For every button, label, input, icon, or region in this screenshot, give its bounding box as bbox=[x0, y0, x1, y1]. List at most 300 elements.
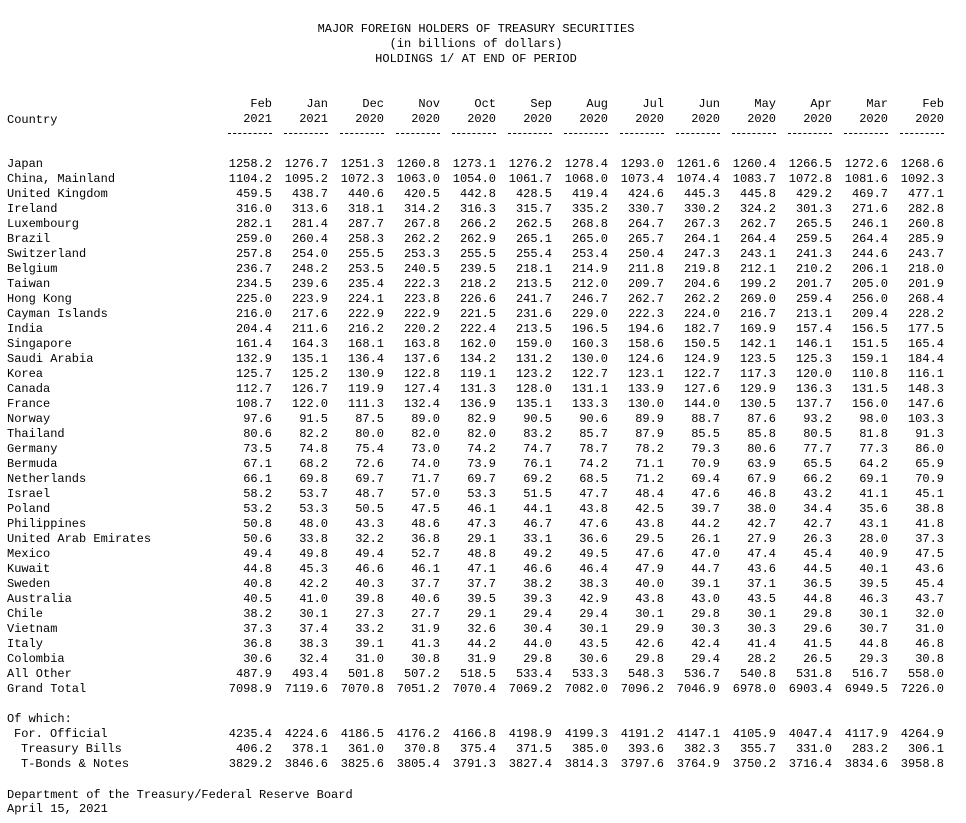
table-cell: 316.3 bbox=[459, 202, 496, 216]
table-cell: 32.0 bbox=[915, 607, 944, 621]
table-cell: 103.3 bbox=[907, 412, 944, 426]
table-cell: 37.7 bbox=[411, 577, 440, 591]
table-cell: 71.2 bbox=[635, 472, 664, 486]
table-cell: 262.7 bbox=[739, 217, 776, 231]
table-cell: 41.5 bbox=[803, 637, 832, 651]
table-cell: 73.9 bbox=[467, 457, 496, 471]
table-cell: 38.8 bbox=[915, 502, 944, 516]
table-cell: 30.3 bbox=[747, 622, 776, 636]
table-cell: 262.9 bbox=[459, 232, 496, 246]
table-cell: 69.2 bbox=[523, 472, 552, 486]
table-cell: 137.6 bbox=[403, 352, 440, 366]
table-cell: 29.1 bbox=[467, 607, 496, 621]
table-cell: 268.8 bbox=[571, 217, 608, 231]
table-cell: 40.1 bbox=[859, 562, 888, 576]
table-cell: 250.4 bbox=[627, 247, 664, 261]
table-cell: 222.4 bbox=[459, 322, 496, 336]
table-cell: 243.7 bbox=[907, 247, 944, 261]
row-label: China, Mainland bbox=[7, 172, 116, 186]
table-cell: 1273.1 bbox=[452, 157, 496, 171]
table-cell: 40.5 bbox=[243, 592, 272, 606]
table-cell: 43.0 bbox=[691, 592, 720, 606]
table-cell: 44.2 bbox=[691, 517, 720, 531]
of-which-label: Of which: bbox=[7, 712, 72, 726]
country-column-header: Country bbox=[7, 113, 58, 127]
table-cell: 253.3 bbox=[403, 247, 440, 261]
table-cell: 133.3 bbox=[571, 397, 608, 411]
table-cell: 1074.4 bbox=[676, 172, 720, 186]
table-cell: 4047.4 bbox=[788, 727, 832, 741]
row-label: Ireland bbox=[7, 202, 58, 216]
table-cell: 159.0 bbox=[515, 337, 552, 351]
table-cell: 30.1 bbox=[635, 607, 664, 621]
table-cell: 306.1 bbox=[907, 742, 944, 756]
table-row bbox=[0, 382, 966, 397]
table-cell: 6903.4 bbox=[788, 682, 832, 696]
table-cell: 46.6 bbox=[355, 562, 384, 576]
table-cell: 256.0 bbox=[851, 292, 888, 306]
table-cell: 1268.6 bbox=[900, 157, 944, 171]
table-cell: 53.3 bbox=[299, 502, 328, 516]
table-cell: 108.7 bbox=[235, 397, 272, 411]
column-header-year: 2020 bbox=[467, 112, 496, 126]
table-cell: 87.5 bbox=[355, 412, 384, 426]
table-cell: 30.3 bbox=[691, 622, 720, 636]
table-cell: 4198.9 bbox=[508, 727, 552, 741]
table-cell: 70.9 bbox=[691, 457, 720, 471]
table-cell: 4105.9 bbox=[732, 727, 776, 741]
table-cell: 216.2 bbox=[347, 322, 384, 336]
report-title: MAJOR FOREIGN HOLDERS OF TREASURY SECURITIES bbox=[317, 22, 635, 36]
table-cell: 29.5 bbox=[635, 532, 664, 546]
column-header-underline bbox=[732, 133, 776, 134]
table-cell: 255.4 bbox=[515, 247, 552, 261]
table-cell: 29.1 bbox=[467, 532, 496, 546]
table-cell: 46.6 bbox=[523, 562, 552, 576]
row-label: Israel bbox=[7, 487, 51, 501]
table-cell: 41.0 bbox=[299, 592, 328, 606]
table-cell: 80.0 bbox=[355, 427, 384, 441]
table-cell: 47.3 bbox=[467, 517, 496, 531]
table-cell: 136.9 bbox=[459, 397, 496, 411]
table-cell: 37.4 bbox=[299, 622, 328, 636]
table-cell: 4199.3 bbox=[564, 727, 608, 741]
table-cell: 7070.4 bbox=[452, 682, 496, 696]
table-cell: 127.6 bbox=[683, 382, 720, 396]
table-cell: 164.3 bbox=[291, 337, 328, 351]
table-cell: 123.2 bbox=[515, 367, 552, 381]
row-label: Belgium bbox=[7, 262, 58, 276]
table-cell: 47.5 bbox=[411, 502, 440, 516]
table-cell: 318.1 bbox=[347, 202, 384, 216]
table-cell: 112.7 bbox=[235, 382, 272, 396]
table-cell: 262.2 bbox=[403, 232, 440, 246]
table-row bbox=[0, 577, 966, 592]
column-header-underline bbox=[340, 133, 384, 134]
table-cell: 156.0 bbox=[851, 397, 888, 411]
table-cell: 239.5 bbox=[459, 262, 496, 276]
row-label: Norway bbox=[7, 412, 51, 426]
table-cell: 80.6 bbox=[747, 442, 776, 456]
table-cell: 47.1 bbox=[467, 562, 496, 576]
table-cell: 222.3 bbox=[627, 307, 664, 321]
table-cell: 48.4 bbox=[635, 487, 664, 501]
table-cell: 43.6 bbox=[915, 562, 944, 576]
table-cell: 1083.7 bbox=[732, 172, 776, 186]
table-row bbox=[0, 622, 966, 637]
table-cell: 26.1 bbox=[691, 532, 720, 546]
table-cell: 201.7 bbox=[795, 277, 832, 291]
table-cell: 6978.0 bbox=[732, 682, 776, 696]
table-cell: 216.0 bbox=[235, 307, 272, 321]
table-cell: 37.3 bbox=[243, 622, 272, 636]
column-header-year: 2020 bbox=[579, 112, 608, 126]
column-header-underline bbox=[564, 133, 608, 134]
table-cell: 212.1 bbox=[739, 262, 776, 276]
table-cell: 385.0 bbox=[571, 742, 608, 756]
table-cell: 243.1 bbox=[739, 247, 776, 261]
table-cell: 221.5 bbox=[459, 307, 496, 321]
table-row bbox=[0, 277, 966, 292]
table-row bbox=[0, 337, 966, 352]
table-cell: 265.7 bbox=[627, 232, 664, 246]
table-cell: 160.3 bbox=[571, 337, 608, 351]
column-header-year: 2021 bbox=[243, 112, 272, 126]
table-cell: 335.2 bbox=[571, 202, 608, 216]
table-cell: 257.8 bbox=[235, 247, 272, 261]
table-cell: 42.2 bbox=[299, 577, 328, 591]
table-cell: 282.8 bbox=[907, 202, 944, 216]
table-row bbox=[0, 172, 966, 187]
table-cell: 3825.6 bbox=[340, 757, 384, 771]
table-cell: 122.0 bbox=[291, 397, 328, 411]
table-cell: 267.3 bbox=[683, 217, 720, 231]
table-cell: 69.8 bbox=[299, 472, 328, 486]
table-row bbox=[0, 682, 966, 697]
table-cell: 119.9 bbox=[347, 382, 384, 396]
table-cell: 266.2 bbox=[459, 217, 496, 231]
table-cell: 44.5 bbox=[803, 562, 832, 576]
column-header-month: May bbox=[754, 97, 776, 111]
table-cell: 361.0 bbox=[347, 742, 384, 756]
table-cell: 428.5 bbox=[515, 187, 552, 201]
table-cell: 131.2 bbox=[515, 352, 552, 366]
table-cell: 211.8 bbox=[627, 262, 664, 276]
table-cell: 4166.8 bbox=[452, 727, 496, 741]
table-cell: 355.7 bbox=[739, 742, 776, 756]
table-cell: 42.7 bbox=[803, 517, 832, 531]
column-header-month: Feb bbox=[250, 97, 272, 111]
table-cell: 45.4 bbox=[803, 547, 832, 561]
row-label: Korea bbox=[7, 367, 44, 381]
table-cell: 4264.9 bbox=[900, 727, 944, 741]
table-cell: 123.1 bbox=[627, 367, 664, 381]
table-cell: 51.5 bbox=[523, 487, 552, 501]
table-cell: 135.1 bbox=[291, 352, 328, 366]
table-cell: 3846.6 bbox=[284, 757, 328, 771]
table-cell: 36.8 bbox=[243, 637, 272, 651]
table-cell: 37.3 bbox=[915, 532, 944, 546]
row-label: Sweden bbox=[7, 577, 51, 591]
table-cell: 248.2 bbox=[291, 262, 328, 276]
table-cell: 533.3 bbox=[571, 667, 608, 681]
table-cell: 142.1 bbox=[739, 337, 776, 351]
table-cell: 122.8 bbox=[403, 367, 440, 381]
table-cell: 169.9 bbox=[739, 322, 776, 336]
table-cell: 67.1 bbox=[243, 457, 272, 471]
table-cell: 86.0 bbox=[915, 442, 944, 456]
table-cell: 87.9 bbox=[635, 427, 664, 441]
table-cell: 34.4 bbox=[803, 502, 832, 516]
table-cell: 239.6 bbox=[291, 277, 328, 291]
table-cell: 66.1 bbox=[243, 472, 272, 486]
table-cell: 429.2 bbox=[795, 187, 832, 201]
column-header-year: 2020 bbox=[915, 112, 944, 126]
table-row bbox=[0, 412, 966, 427]
table-cell: 212.0 bbox=[571, 277, 608, 291]
table-cell: 260.4 bbox=[291, 232, 328, 246]
table-cell: 259.5 bbox=[795, 232, 832, 246]
table-cell: 30.4 bbox=[523, 622, 552, 636]
table-cell: 424.6 bbox=[627, 187, 664, 201]
table-cell: 1276.2 bbox=[508, 157, 552, 171]
table-cell: 80.5 bbox=[803, 427, 832, 441]
table-cell: 74.2 bbox=[467, 442, 496, 456]
table-cell: 1081.6 bbox=[844, 172, 888, 186]
column-header bbox=[726, 97, 776, 127]
table-cell: 53.2 bbox=[243, 502, 272, 516]
table-cell: 4191.2 bbox=[620, 727, 664, 741]
table-cell: 442.8 bbox=[459, 187, 496, 201]
table-cell: 262.2 bbox=[683, 292, 720, 306]
table-cell: 283.2 bbox=[851, 742, 888, 756]
table-cell: 44.8 bbox=[243, 562, 272, 576]
table-row bbox=[0, 457, 966, 472]
table-cell: 222.9 bbox=[403, 307, 440, 321]
table-cell: 98.0 bbox=[859, 412, 888, 426]
table-cell: 445.3 bbox=[683, 187, 720, 201]
table-cell: 1072.8 bbox=[788, 172, 832, 186]
table-cell: 287.7 bbox=[347, 217, 384, 231]
table-cell: 47.9 bbox=[635, 562, 664, 576]
table-cell: 47.6 bbox=[635, 547, 664, 561]
table-cell: 44.0 bbox=[523, 637, 552, 651]
table-cell: 125.3 bbox=[795, 352, 832, 366]
table-cell: 3764.9 bbox=[676, 757, 720, 771]
column-header-year: 2021 bbox=[299, 112, 328, 126]
table-cell: 469.7 bbox=[851, 187, 888, 201]
table-cell: 122.7 bbox=[571, 367, 608, 381]
table-cell: 29.3 bbox=[859, 652, 888, 666]
row-label: Netherlands bbox=[7, 472, 87, 486]
column-header bbox=[446, 97, 496, 127]
table-cell: 218.0 bbox=[907, 262, 944, 276]
table-cell: 50.6 bbox=[243, 532, 272, 546]
row-label: Canada bbox=[7, 382, 51, 396]
table-cell: 254.0 bbox=[291, 247, 328, 261]
table-cell: 50.8 bbox=[243, 517, 272, 531]
table-cell: 46.1 bbox=[411, 562, 440, 576]
table-cell: 370.8 bbox=[403, 742, 440, 756]
table-cell: 3797.6 bbox=[620, 757, 664, 771]
table-cell: 209.7 bbox=[627, 277, 664, 291]
table-cell: 41.1 bbox=[859, 487, 888, 501]
table-cell: 214.9 bbox=[571, 262, 608, 276]
table-cell: 161.4 bbox=[235, 337, 272, 351]
row-label: Germany bbox=[7, 442, 58, 456]
table-cell: 90.6 bbox=[579, 412, 608, 426]
table-cell: 264.4 bbox=[739, 232, 776, 246]
table-cell: 30.1 bbox=[859, 607, 888, 621]
table-cell: 130.5 bbox=[739, 397, 776, 411]
column-header-underline bbox=[452, 133, 496, 134]
table-cell: 234.5 bbox=[235, 277, 272, 291]
table-cell: 262.7 bbox=[627, 292, 664, 306]
table-cell: 43.5 bbox=[579, 637, 608, 651]
table-cell: 445.8 bbox=[739, 187, 776, 201]
column-header-year: 2020 bbox=[411, 112, 440, 126]
table-row bbox=[0, 202, 966, 217]
table-cell: 137.7 bbox=[795, 397, 832, 411]
table-cell: 43.1 bbox=[859, 517, 888, 531]
table-cell: 159.1 bbox=[851, 352, 888, 366]
table-row bbox=[0, 352, 966, 367]
table-cell: 48.8 bbox=[467, 547, 496, 561]
table-cell: 65.5 bbox=[803, 457, 832, 471]
table-cell: 111.3 bbox=[347, 397, 384, 411]
table-cell: 3750.2 bbox=[732, 757, 776, 771]
table-cell: 44.8 bbox=[859, 637, 888, 651]
table-cell: 42.9 bbox=[579, 592, 608, 606]
table-cell: 38.3 bbox=[299, 637, 328, 651]
table-cell: 7226.0 bbox=[900, 682, 944, 696]
table-cell: 39.5 bbox=[467, 592, 496, 606]
column-header bbox=[390, 97, 440, 127]
table-cell: 315.7 bbox=[515, 202, 552, 216]
table-cell: 68.5 bbox=[579, 472, 608, 486]
column-header-underline bbox=[900, 133, 944, 134]
column-header bbox=[222, 97, 272, 127]
table-cell: 236.7 bbox=[235, 262, 272, 276]
table-row bbox=[0, 652, 966, 667]
column-header-underline bbox=[508, 133, 552, 134]
table-cell: 90.5 bbox=[523, 412, 552, 426]
table-cell: 1278.4 bbox=[564, 157, 608, 171]
table-cell: 269.0 bbox=[739, 292, 776, 306]
table-cell: 91.3 bbox=[915, 427, 944, 441]
table-cell: 29.4 bbox=[523, 607, 552, 621]
table-cell: 74.8 bbox=[299, 442, 328, 456]
row-label: Singapore bbox=[7, 337, 72, 351]
table-cell: 72.6 bbox=[355, 457, 384, 471]
row-label: For. Official bbox=[14, 727, 108, 741]
table-cell: 75.4 bbox=[355, 442, 384, 456]
table-cell: 30.8 bbox=[915, 652, 944, 666]
table-cell: 271.6 bbox=[851, 202, 888, 216]
table-cell: 31.0 bbox=[915, 622, 944, 636]
table-row bbox=[0, 637, 966, 652]
column-header bbox=[838, 97, 888, 127]
table-cell: 536.7 bbox=[683, 667, 720, 681]
table-cell: 316.0 bbox=[235, 202, 272, 216]
table-cell: 240.5 bbox=[403, 262, 440, 276]
table-cell: 148.3 bbox=[907, 382, 944, 396]
table-cell: 69.7 bbox=[467, 472, 496, 486]
table-cell: 37.7 bbox=[467, 577, 496, 591]
table-cell: 46.8 bbox=[747, 487, 776, 501]
table-cell: 49.8 bbox=[299, 547, 328, 561]
table-cell: 42.7 bbox=[747, 517, 776, 531]
row-label: Bermuda bbox=[7, 457, 58, 471]
row-label: Australia bbox=[7, 592, 72, 606]
table-cell: 47.6 bbox=[579, 517, 608, 531]
table-cell: 135.1 bbox=[515, 397, 552, 411]
table-cell: 216.7 bbox=[739, 307, 776, 321]
table-cell: 7069.2 bbox=[508, 682, 552, 696]
row-label: United Kingdom bbox=[7, 187, 108, 201]
table-cell: 144.0 bbox=[683, 397, 720, 411]
column-header-month: Aug bbox=[586, 97, 608, 111]
table-cell: 150.5 bbox=[683, 337, 720, 351]
table-row bbox=[0, 562, 966, 577]
table-cell: 1260.8 bbox=[396, 157, 440, 171]
table-cell: 3958.8 bbox=[900, 757, 944, 771]
table-cell: 33.2 bbox=[355, 622, 384, 636]
table-cell: 224.1 bbox=[347, 292, 384, 306]
table-cell: 53.3 bbox=[467, 487, 496, 501]
table-cell: 81.8 bbox=[859, 427, 888, 441]
row-label: United Arab Emirates bbox=[7, 532, 152, 546]
table-cell: 130.9 bbox=[347, 367, 384, 381]
table-cell: 30.1 bbox=[747, 607, 776, 621]
table-cell: 49.2 bbox=[523, 547, 552, 561]
table-cell: 201.9 bbox=[907, 277, 944, 291]
table-cell: 147.6 bbox=[907, 397, 944, 411]
table-cell: 68.2 bbox=[299, 457, 328, 471]
table-cell: 30.6 bbox=[579, 652, 608, 666]
row-label: Hong Kong bbox=[7, 292, 72, 306]
table-row bbox=[0, 667, 966, 682]
table-cell: 133.9 bbox=[627, 382, 664, 396]
table-cell: 313.6 bbox=[291, 202, 328, 216]
table-cell: 73.5 bbox=[243, 442, 272, 456]
table-cell: 151.5 bbox=[851, 337, 888, 351]
table-cell: 40.0 bbox=[635, 577, 664, 591]
table-cell: 38.2 bbox=[243, 607, 272, 621]
table-cell: 260.8 bbox=[907, 217, 944, 231]
table-cell: 7119.6 bbox=[284, 682, 328, 696]
table-cell: 39.3 bbox=[523, 592, 552, 606]
table-cell: 31.0 bbox=[355, 652, 384, 666]
table-cell: 65.9 bbox=[915, 457, 944, 471]
table-cell: 213.1 bbox=[795, 307, 832, 321]
row-label: Thailand bbox=[7, 427, 65, 441]
table-cell: 46.7 bbox=[523, 517, 552, 531]
table-cell: 540.8 bbox=[739, 667, 776, 681]
table-cell: 124.9 bbox=[683, 352, 720, 366]
table-row bbox=[0, 367, 966, 382]
table-cell: 27.7 bbox=[411, 607, 440, 621]
table-cell: 259.4 bbox=[795, 292, 832, 306]
table-cell: 146.1 bbox=[795, 337, 832, 351]
column-header-underline bbox=[676, 133, 720, 134]
table-cell: 3716.4 bbox=[788, 757, 832, 771]
table-cell: 231.6 bbox=[515, 307, 552, 321]
table-cell: 220.2 bbox=[403, 322, 440, 336]
table-cell: 89.0 bbox=[411, 412, 440, 426]
table-cell: 47.5 bbox=[915, 547, 944, 561]
table-cell: 241.3 bbox=[795, 247, 832, 261]
